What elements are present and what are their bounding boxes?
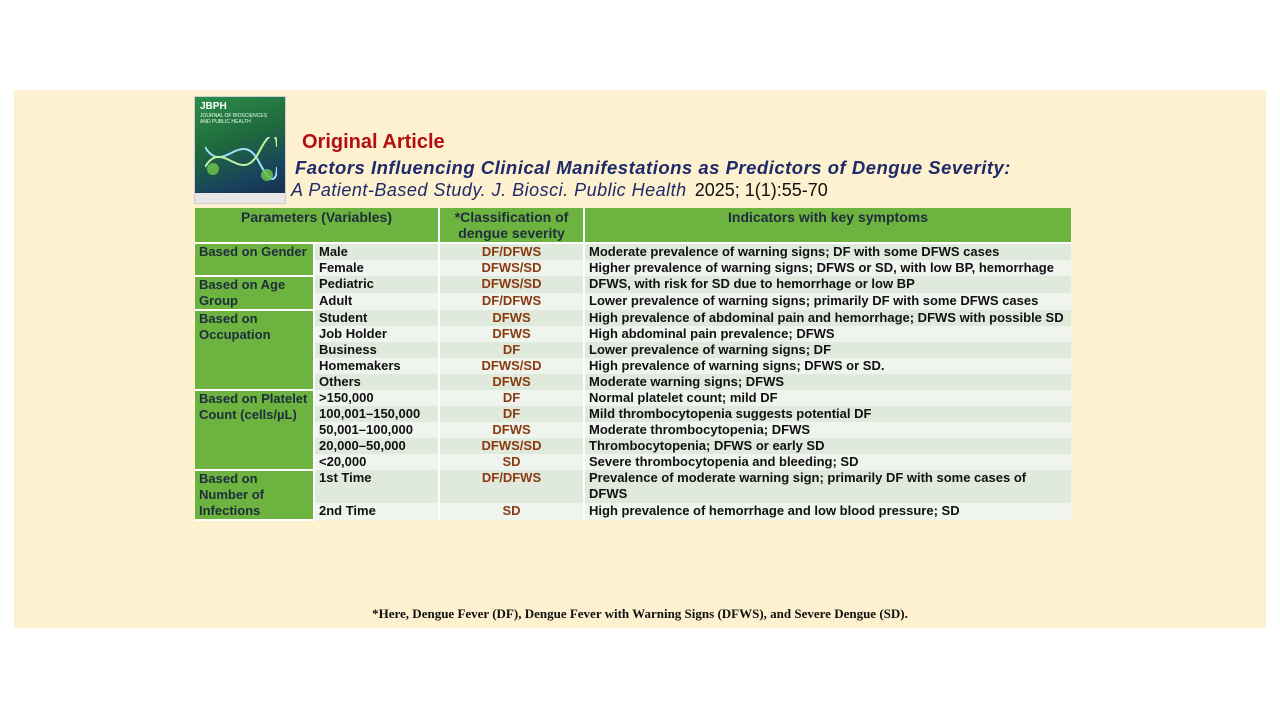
journal-cover-image	[195, 97, 285, 203]
table-row	[195, 276, 1071, 293]
table-row	[195, 438, 1071, 454]
table-row	[195, 358, 1071, 374]
param-cell: 1st Time	[314, 470, 439, 503]
class-cell: DFWS/SD	[439, 260, 584, 276]
group-label: Based on Gender	[195, 243, 314, 276]
dna-helix-icon	[205, 137, 277, 183]
cover-footer-strip	[195, 193, 285, 203]
group-label: Based on Age Group	[195, 276, 314, 310]
journal-name: JOURNAL OF BIOSCIENCES AND PUBLIC HEALTH	[200, 113, 268, 125]
journal-abbrev: JBPH	[200, 101, 227, 112]
class-cell: DF/DFWS	[439, 243, 584, 260]
table-row	[195, 422, 1071, 438]
table-row	[195, 454, 1071, 470]
indicator-cell: High prevalence of hemorrhage and low blood pressure; SD	[584, 503, 1071, 520]
footnote: *Here, Dengue Fever (DF), Dengue Fever with Warning Signs (DFWS), and Severe Dengue (SD).	[372, 606, 908, 621]
param-cell: Adult	[314, 293, 439, 310]
header-parameters: Parameters (Variables)	[195, 208, 439, 243]
param-cell: Others	[314, 374, 439, 390]
param-cell: 20,000–50,000	[314, 438, 439, 454]
class-cell: SD	[439, 454, 584, 470]
class-cell: DF	[439, 406, 584, 422]
indicator-cell: Thrombocytopenia; DFWS or early SD	[584, 438, 1071, 454]
param-cell: Female	[314, 260, 439, 276]
indicator-cell: DFWS, with risk for SD due to hemorrhage or low BP	[584, 276, 1071, 293]
table-row	[195, 390, 1071, 406]
table-row	[195, 503, 1071, 520]
article-title-line1: Factors Influencing Clinical Manifestations as Predictors of Dengue Severity:	[295, 157, 1011, 178]
param-cell: Pediatric	[314, 276, 439, 293]
class-cell: SD	[439, 503, 584, 520]
group-label: Based on Platelet Count (cells/µL)	[195, 390, 314, 470]
indicator-cell: High prevalence of warning signs; DFWS or SD.	[584, 358, 1071, 374]
table-row	[195, 293, 1071, 310]
indicator-cell: Normal platelet count; mild DF	[584, 390, 1071, 406]
indicator-cell: Severe thrombocytopenia and bleeding; SD	[584, 454, 1071, 470]
indicator-cell: Higher prevalence of warning signs; DFWS or SD, with low BP, hemorrhage	[584, 260, 1071, 276]
table-row	[195, 310, 1071, 326]
group-label: Based on Occupation	[195, 310, 314, 390]
table-row	[195, 342, 1071, 358]
table-row	[195, 374, 1071, 390]
param-cell: 2nd Time	[314, 503, 439, 520]
class-cell: DFWS	[439, 374, 584, 390]
indicator-cell: High abdominal pain prevalence; DFWS	[584, 326, 1071, 342]
table-header-row	[195, 208, 1071, 243]
class-cell: DFWS	[439, 326, 584, 342]
param-cell: Job Holder	[314, 326, 439, 342]
class-cell: DFWS	[439, 422, 584, 438]
class-cell: DF/DFWS	[439, 293, 584, 310]
param-cell: <20,000	[314, 454, 439, 470]
class-cell: DFWS/SD	[439, 358, 584, 374]
param-cell: >150,000	[314, 390, 439, 406]
param-cell: Business	[314, 342, 439, 358]
indicator-cell: Moderate prevalence of warning signs; DF with some DFWS cases	[584, 243, 1071, 260]
table-row	[195, 470, 1071, 503]
param-cell: 100,001–150,000	[314, 406, 439, 422]
indicator-cell: Moderate warning signs; DFWS	[584, 374, 1071, 390]
param-cell: Homemakers	[314, 358, 439, 374]
article-title-subtitle: A Patient-Based Study. J. Biosci. Public Health	[291, 180, 687, 200]
indicator-cell: Lower prevalence of warning signs; primarily DF with some DFWS cases	[584, 293, 1071, 310]
dengue-severity-table	[195, 208, 1071, 521]
article-type-label: Original Article	[302, 131, 445, 153]
param-cell: 50,001–100,000	[314, 422, 439, 438]
class-cell: DF	[439, 390, 584, 406]
indicator-cell: Moderate thrombocytopenia; DFWS	[584, 422, 1071, 438]
class-cell: DFWS/SD	[439, 438, 584, 454]
param-cell: Student	[314, 310, 439, 326]
table-row	[195, 243, 1071, 260]
indicator-cell: High prevalence of abdominal pain and hemorrhage; DFWS with possible SD	[584, 310, 1071, 326]
class-cell: DF/DFWS	[439, 470, 584, 503]
class-cell: DFWS/SD	[439, 276, 584, 293]
table-row	[195, 406, 1071, 422]
param-cell: Male	[314, 243, 439, 260]
table-row	[195, 260, 1071, 276]
class-cell: DF	[439, 342, 584, 358]
class-cell: DFWS	[439, 310, 584, 326]
header-indicators: Indicators with key symptoms	[584, 208, 1071, 243]
indicator-cell: Prevalence of moderate warning sign; primarily DF with some cases of DFWS	[584, 470, 1071, 503]
article-title-line2	[291, 180, 828, 201]
table-row	[195, 326, 1071, 342]
group-label: Based on Number of Infections	[195, 470, 314, 520]
article-citation: 2025; 1(1):55-70	[694, 180, 828, 200]
indicator-cell: Mild thrombocytopenia suggests potential DF	[584, 406, 1071, 422]
header-classification: *Classification of dengue severity	[439, 208, 584, 243]
indicator-cell: Lower prevalence of warning signs; DF	[584, 342, 1071, 358]
